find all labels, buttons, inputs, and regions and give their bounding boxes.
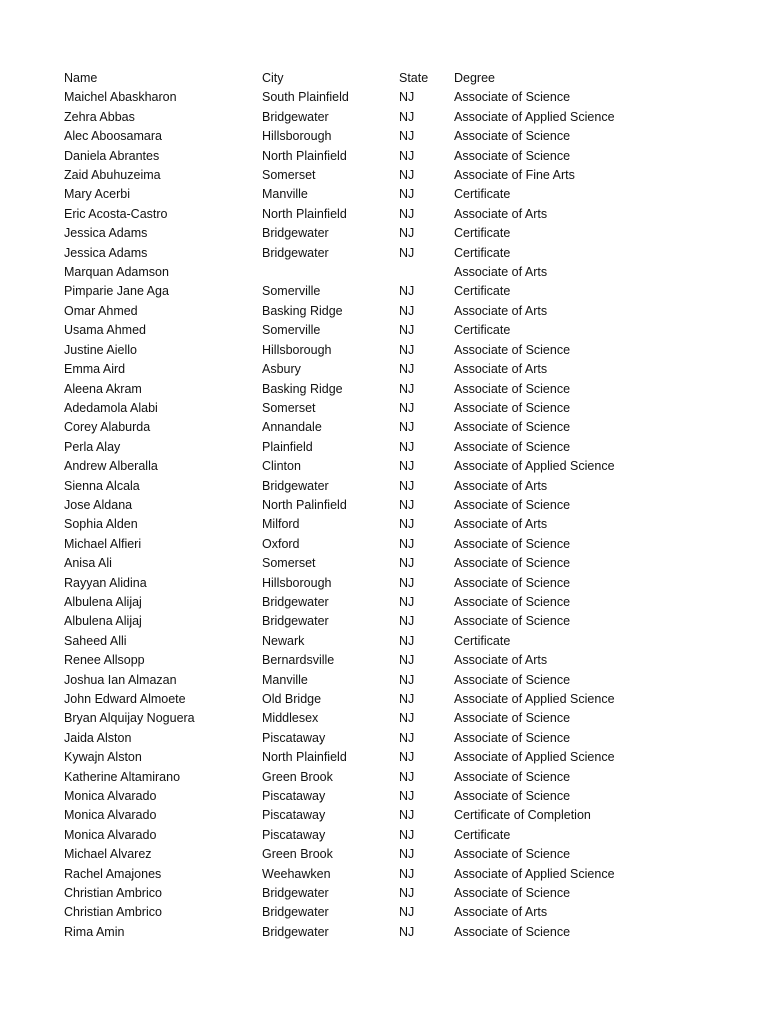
cell-name: Zehra Abbas bbox=[64, 109, 135, 124]
table-row bbox=[64, 88, 684, 107]
cell-name: Omar Ahmed bbox=[64, 303, 138, 318]
cell-name: Adedamola Alabi bbox=[64, 400, 158, 415]
cell-degree: Associate of Science bbox=[454, 148, 571, 163]
cell-name: Zaid Abuhuzeima bbox=[64, 168, 161, 183]
cell-name: Jessica Adams bbox=[64, 245, 148, 260]
cell-state: NJ bbox=[399, 439, 415, 454]
cell-state: NJ bbox=[399, 362, 415, 377]
cell-state: NJ bbox=[399, 924, 415, 939]
cell-state: NJ bbox=[399, 594, 415, 609]
cell-city: Oxford bbox=[262, 536, 300, 551]
cell-state: NJ bbox=[399, 420, 415, 435]
cell-degree: Associate of Science bbox=[454, 711, 571, 726]
cell-state: NJ bbox=[399, 866, 415, 881]
cell-name: John Edward Almoete bbox=[64, 692, 186, 706]
cell-city: Somerville bbox=[262, 284, 321, 299]
cell-city: Green Brook bbox=[262, 769, 333, 784]
cell-degree: Associate of Applied Science bbox=[454, 459, 615, 474]
table-row bbox=[64, 244, 684, 263]
cell-city: Weehawken bbox=[262, 866, 331, 881]
cell-city: Hillsborough bbox=[262, 129, 332, 144]
cell-name: Monica Alvarado bbox=[64, 808, 157, 823]
table-row bbox=[64, 341, 684, 360]
column-header-state: State bbox=[399, 71, 429, 85]
table-row bbox=[64, 768, 684, 787]
cell-state: NJ bbox=[399, 750, 415, 765]
cell-state: NJ bbox=[399, 109, 415, 124]
table-row bbox=[64, 360, 684, 379]
cell-name: Emma Aird bbox=[64, 362, 126, 377]
cell-degree: Associate of Science bbox=[454, 556, 571, 571]
cell-degree: Associate of Science bbox=[454, 789, 571, 804]
cell-state: NJ bbox=[399, 478, 415, 493]
table-row bbox=[64, 147, 684, 166]
cell-name: Joshua Ian Almazan bbox=[64, 672, 177, 687]
cell-city: Old Bridge bbox=[262, 692, 322, 706]
column-header-name: Name bbox=[64, 71, 98, 85]
cell-name: Michael Alfieri bbox=[64, 536, 142, 551]
cell-state: NJ bbox=[399, 245, 415, 260]
cell-name: Anisa Ali bbox=[64, 556, 112, 571]
cell-city: Bridgewater bbox=[262, 109, 329, 124]
cell-city: Plainfield bbox=[262, 439, 313, 454]
cell-degree: Associate of Arts bbox=[454, 265, 548, 280]
cell-degree: Associate of Science bbox=[454, 730, 571, 745]
cell-name: Kywajn Alston bbox=[64, 750, 142, 765]
table-row bbox=[64, 574, 684, 593]
cell-degree: Associate of Arts bbox=[454, 206, 548, 221]
cell-name: Jose Aldana bbox=[64, 497, 133, 512]
table-row bbox=[64, 166, 684, 185]
cell-state: NJ bbox=[399, 459, 415, 474]
cell-name: Albulena Alijaj bbox=[64, 614, 142, 629]
table-row bbox=[64, 127, 684, 146]
table-row bbox=[64, 418, 684, 437]
cell-city: North Plainfield bbox=[262, 148, 347, 163]
cell-degree: Associate of Science bbox=[454, 614, 571, 629]
cell-state: NJ bbox=[399, 827, 415, 842]
cell-city: Somerset bbox=[262, 400, 316, 415]
cell-city: Piscataway bbox=[262, 827, 326, 842]
table-body bbox=[64, 88, 684, 942]
cell-degree: Associate of Arts bbox=[454, 905, 548, 920]
cell-name: Pimparie Jane Aga bbox=[64, 284, 169, 299]
cell-name: Jaida Alston bbox=[64, 730, 132, 745]
cell-city: North Palinfield bbox=[262, 497, 347, 512]
cell-state: NJ bbox=[399, 633, 415, 648]
table-row bbox=[64, 282, 684, 301]
cell-degree: Associate of Science bbox=[454, 886, 571, 901]
cell-degree: Associate of Arts bbox=[454, 303, 548, 318]
cell-name: Mary Acerbi bbox=[64, 187, 130, 202]
cell-name: Monica Alvarado bbox=[64, 827, 157, 842]
cell-name: Sophia Alden bbox=[64, 517, 138, 532]
cell-city: Hillsborough bbox=[262, 575, 332, 590]
cell-city: Bridgewater bbox=[262, 924, 329, 939]
cell-state: NJ bbox=[399, 303, 415, 318]
table-row bbox=[64, 380, 684, 399]
cell-state: NJ bbox=[399, 206, 415, 221]
cell-city: Green Brook bbox=[262, 847, 333, 862]
table-row bbox=[64, 729, 684, 748]
table-row bbox=[64, 399, 684, 418]
table-row bbox=[64, 923, 684, 942]
cell-name: Renee Allsopp bbox=[64, 653, 145, 668]
cell-state: NJ bbox=[399, 517, 415, 532]
cell-name: Bryan Alquijay Noguera bbox=[64, 711, 195, 726]
cell-name: Albulena Alijaj bbox=[64, 594, 142, 609]
cell-state: NJ bbox=[399, 400, 415, 415]
cell-degree: Associate of Arts bbox=[454, 362, 548, 377]
cell-city: Bridgewater bbox=[262, 594, 329, 609]
cell-degree: Associate of Science bbox=[454, 400, 571, 415]
table-row bbox=[64, 884, 684, 903]
cell-degree: Associate of Applied Science bbox=[454, 692, 615, 706]
cell-name: Michael Alvarez bbox=[64, 847, 152, 862]
cell-degree: Associate of Arts bbox=[454, 478, 548, 493]
cell-state: NJ bbox=[399, 789, 415, 804]
cell-city: Piscataway bbox=[262, 808, 326, 823]
table-row bbox=[64, 651, 684, 670]
cell-degree: Certificate bbox=[454, 187, 511, 202]
table-row bbox=[64, 515, 684, 534]
cell-name: Perla Alay bbox=[64, 439, 121, 454]
cell-degree: Associate of Science bbox=[454, 439, 571, 454]
cell-degree: Associate of Science bbox=[454, 672, 571, 687]
cell-city: Hillsborough bbox=[262, 342, 332, 357]
table-row bbox=[64, 632, 684, 651]
cell-degree: Associate of Arts bbox=[454, 517, 548, 532]
cell-state bbox=[399, 263, 454, 282]
cell-city: Middlesex bbox=[262, 711, 319, 726]
cell-city: Bridgewater bbox=[262, 226, 329, 241]
cell-degree: Associate of Science bbox=[454, 575, 571, 590]
cell-name: Rima Amin bbox=[64, 924, 125, 939]
cell-degree: Certificate bbox=[454, 827, 511, 842]
cell-state: NJ bbox=[399, 711, 415, 726]
cell-city: Clinton bbox=[262, 459, 301, 474]
table-row bbox=[64, 865, 684, 884]
cell-city: Somerset bbox=[262, 168, 316, 183]
cell-city: North Plainfield bbox=[262, 206, 347, 221]
cell-city: Annandale bbox=[262, 420, 322, 435]
cell-state: NJ bbox=[399, 129, 415, 144]
cell-state: NJ bbox=[399, 769, 415, 784]
cell-state: NJ bbox=[399, 226, 415, 241]
table-row bbox=[64, 205, 684, 224]
cell-state: NJ bbox=[399, 536, 415, 551]
table-row bbox=[64, 263, 684, 282]
table-row bbox=[64, 457, 684, 476]
cell-degree: Associate of Applied Science bbox=[454, 866, 615, 881]
cell-city bbox=[262, 263, 399, 282]
cell-state: NJ bbox=[399, 575, 415, 590]
cell-state: NJ bbox=[399, 168, 415, 183]
cell-name: Katherine Altamirano bbox=[64, 769, 181, 784]
cell-state: NJ bbox=[399, 342, 415, 357]
cell-city: Milford bbox=[262, 517, 300, 532]
cell-city: Somerset bbox=[262, 556, 316, 571]
cell-state: NJ bbox=[399, 808, 415, 823]
table-row bbox=[64, 748, 684, 767]
cell-name: Alec Aboosamara bbox=[64, 129, 162, 144]
cell-name: Maichel Abaskharon bbox=[64, 90, 177, 105]
cell-degree: Certificate bbox=[454, 284, 511, 299]
table-row bbox=[64, 903, 684, 922]
cell-city: Basking Ridge bbox=[262, 303, 343, 318]
table-row bbox=[64, 612, 684, 631]
cell-city: Bridgewater bbox=[262, 245, 329, 260]
cell-state: NJ bbox=[399, 381, 415, 396]
table-row bbox=[64, 806, 684, 825]
cell-name: Eric Acosta-Castro bbox=[64, 206, 168, 221]
column-header-city: City bbox=[262, 71, 284, 85]
column-header-degree: Degree bbox=[454, 71, 495, 85]
cell-name: Christian Ambrico bbox=[64, 886, 162, 901]
cell-city: Piscataway bbox=[262, 789, 326, 804]
table-row bbox=[64, 108, 684, 127]
cell-city: Bridgewater bbox=[262, 614, 329, 629]
cell-city: Bridgewater bbox=[262, 478, 329, 493]
cell-degree: Associate of Science bbox=[454, 420, 571, 435]
cell-name: Justine Aiello bbox=[64, 342, 137, 357]
cell-state: NJ bbox=[399, 497, 415, 512]
table-row bbox=[64, 826, 684, 845]
cell-state: NJ bbox=[399, 672, 415, 687]
cell-city: Bridgewater bbox=[262, 886, 329, 901]
cell-degree: Associate of Science bbox=[454, 924, 571, 939]
cell-name: Corey Alaburda bbox=[64, 420, 151, 435]
table-row bbox=[64, 477, 684, 496]
cell-name: Andrew Alberalla bbox=[64, 459, 158, 474]
cell-degree: Associate of Science bbox=[454, 381, 571, 396]
cell-state: NJ bbox=[399, 284, 415, 299]
cell-state: NJ bbox=[399, 614, 415, 629]
cell-city: Bernardsville bbox=[262, 653, 335, 668]
cell-state: NJ bbox=[399, 653, 415, 668]
table-row bbox=[64, 496, 684, 515]
cell-city: North Plainfield bbox=[262, 750, 347, 765]
cell-name: Jessica Adams bbox=[64, 226, 148, 241]
cell-degree: Associate of Science bbox=[454, 769, 571, 784]
cell-degree: Certificate bbox=[454, 323, 511, 338]
cell-name: Usama Ahmed bbox=[64, 323, 146, 338]
cell-name: Sienna Alcala bbox=[64, 478, 140, 493]
cell-state: NJ bbox=[399, 905, 415, 920]
cell-state: NJ bbox=[399, 886, 415, 901]
cell-degree: Associate of Science bbox=[454, 497, 571, 512]
table-row bbox=[64, 671, 684, 690]
cell-name: Rayyan Alidina bbox=[64, 575, 147, 590]
table-row bbox=[64, 690, 684, 709]
table-row bbox=[64, 787, 684, 806]
cell-degree: Associate of Fine Arts bbox=[454, 168, 575, 183]
table-row bbox=[64, 593, 684, 612]
table-row bbox=[64, 709, 684, 728]
table-row bbox=[64, 321, 684, 340]
cell-city: Manville bbox=[262, 187, 308, 202]
cell-name: Marquan Adamson bbox=[64, 265, 169, 280]
cell-degree: Associate of Science bbox=[454, 536, 571, 551]
cell-state: NJ bbox=[399, 187, 415, 202]
cell-city: Newark bbox=[262, 633, 305, 648]
cell-city: Piscataway bbox=[262, 730, 326, 745]
cell-degree: Associate of Applied Science bbox=[454, 750, 615, 765]
table-row bbox=[64, 845, 684, 864]
cell-state: NJ bbox=[399, 90, 415, 105]
cell-degree: Associate of Science bbox=[454, 90, 571, 105]
cell-state: NJ bbox=[399, 847, 415, 862]
cell-degree: Certificate of Completion bbox=[454, 808, 591, 823]
cell-degree: Associate of Science bbox=[454, 129, 571, 144]
cell-city: Somerville bbox=[262, 323, 321, 338]
table-row bbox=[64, 535, 684, 554]
table-row bbox=[64, 224, 684, 243]
cell-degree: Associate of Applied Science bbox=[454, 109, 615, 124]
cell-city: Asbury bbox=[262, 362, 301, 377]
table-row bbox=[64, 554, 684, 573]
table-header bbox=[64, 69, 684, 88]
cell-degree: Certificate bbox=[454, 245, 511, 260]
table-row bbox=[64, 185, 684, 204]
cell-name: Monica Alvarado bbox=[64, 789, 157, 804]
cell-state: NJ bbox=[399, 556, 415, 571]
cell-city: Manville bbox=[262, 672, 308, 687]
cell-state: NJ bbox=[399, 692, 415, 706]
cell-city: Bridgewater bbox=[262, 905, 329, 920]
cell-state: NJ bbox=[399, 148, 415, 163]
cell-city: South Plainfield bbox=[262, 90, 349, 105]
cell-name: Daniela Abrantes bbox=[64, 148, 160, 163]
cell-degree: Certificate bbox=[454, 226, 511, 241]
cell-name: Christian Ambrico bbox=[64, 905, 162, 920]
cell-degree: Associate of Science bbox=[454, 847, 571, 862]
cell-state: NJ bbox=[399, 323, 415, 338]
header-row bbox=[64, 69, 684, 88]
cell-name: Rachel Amajones bbox=[64, 866, 162, 881]
cell-degree: Certificate bbox=[454, 633, 511, 648]
cell-degree: Associate of Science bbox=[454, 342, 571, 357]
cell-degree: Associate of Science bbox=[454, 594, 571, 609]
cell-city: Basking Ridge bbox=[262, 381, 343, 396]
cell-state: NJ bbox=[399, 730, 415, 745]
table-row bbox=[64, 438, 684, 457]
cell-degree: Associate of Arts bbox=[454, 653, 548, 668]
cell-name: Aleena Akram bbox=[64, 381, 142, 396]
table-row bbox=[64, 302, 684, 321]
cell-name: Saheed Alli bbox=[64, 633, 127, 648]
graduate-table bbox=[64, 69, 684, 942]
